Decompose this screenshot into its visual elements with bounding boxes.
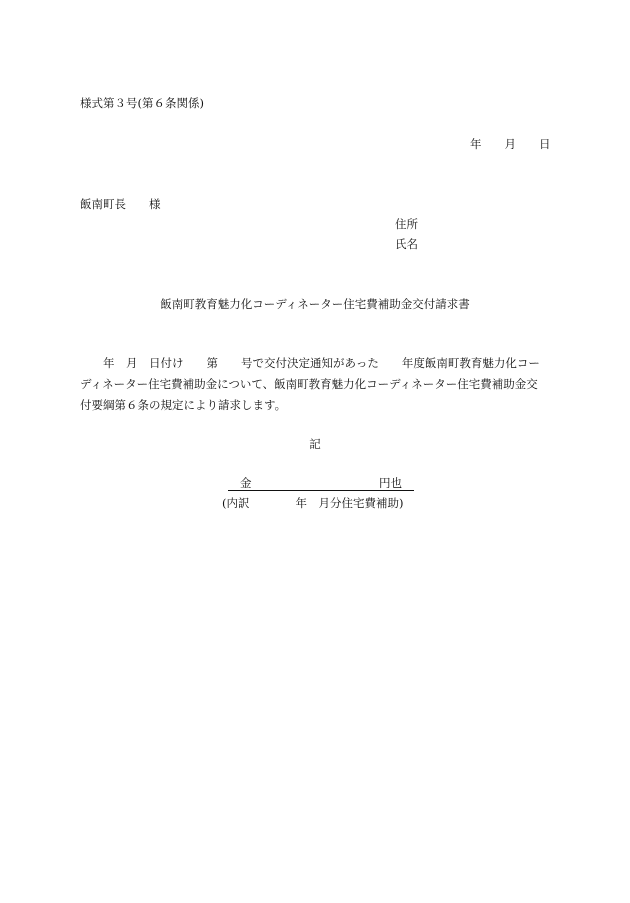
ki-heading: 記 (309, 437, 321, 451)
breakdown-note: (内訳 年 月分住宅費補助) (222, 496, 404, 510)
recipient: 飯南町長 様 (80, 197, 161, 211)
body-text-line: ディネーター住宅費補助金について、飯南町教育魅力化コーディネーター住宅費補助金交 (80, 377, 538, 391)
body-text-line: 付要綱第６条の規定により請求します。 (80, 398, 287, 412)
address-label: 住所 (395, 217, 418, 231)
amount-line (228, 478, 414, 491)
name-label: 氏名 (395, 237, 418, 251)
amount-suffix: 円也 (379, 476, 402, 490)
form-number: 様式第３号(第６条関係) (80, 96, 204, 110)
document-title: 飯南町教育魅力化コーディネーター住宅費補助金交付請求書 (160, 297, 470, 311)
date-line: 年 月 日 (470, 137, 551, 151)
body-text-line: 年 月 日付け 第 号で交付決定通知があった 年度飯南町教育魅力化コー (80, 356, 540, 370)
amount-prefix: 金 (240, 476, 252, 490)
